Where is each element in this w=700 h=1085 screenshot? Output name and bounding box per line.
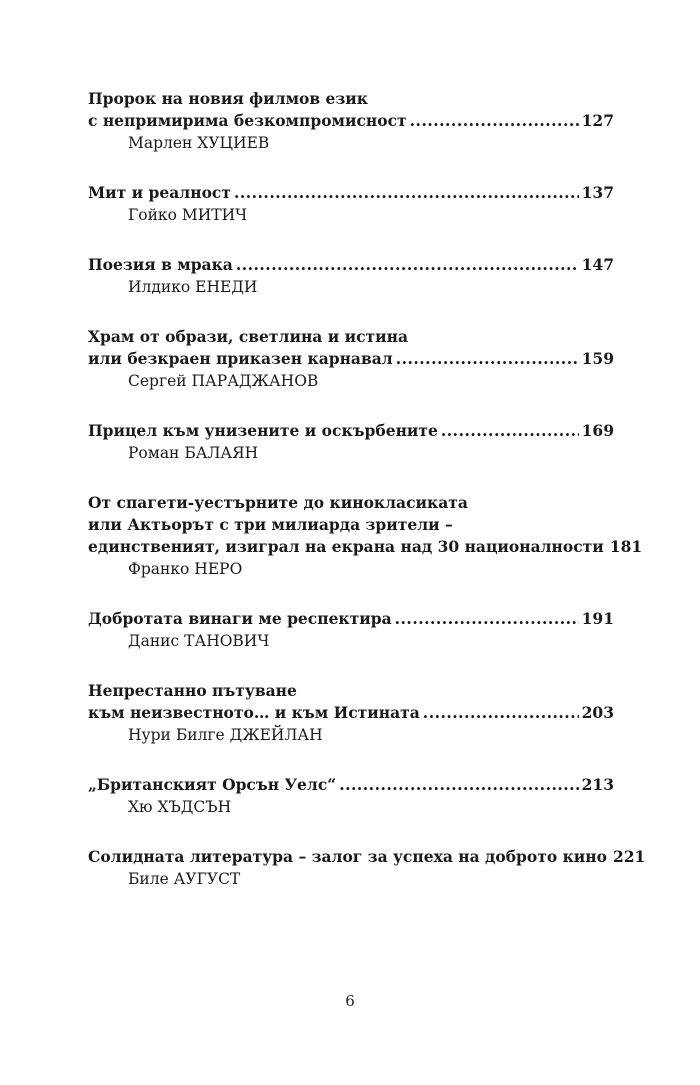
entry-title-line: или Актьорът с три милиарда зрители – bbox=[88, 515, 453, 534]
entry-title-last-line bbox=[88, 702, 614, 724]
toc-entry bbox=[88, 182, 614, 226]
entry-title-text: или безкраен приказен карнавал bbox=[88, 349, 393, 368]
toc-entry bbox=[88, 680, 614, 746]
dot-leader bbox=[395, 608, 579, 630]
entry-title-line: Пророк на новия филмов език bbox=[88, 89, 368, 108]
entry-author: Данис ТАНОВИЧ bbox=[128, 632, 270, 650]
entry-page-number: 159 bbox=[581, 349, 614, 368]
dot-leader bbox=[423, 702, 579, 724]
entry-author: Хю ХЪДСЪН bbox=[128, 798, 232, 816]
entry-title-last-line bbox=[88, 420, 614, 442]
entry-title-text: единственият, изиграл на екрана над 30 националности bbox=[88, 537, 604, 556]
entry-page-number: 137 bbox=[581, 183, 614, 202]
entry-title-text: Мит и реалност bbox=[88, 183, 231, 202]
entry-title-text: Солидната литература – залог за успеха на доброто кино bbox=[88, 847, 607, 866]
entry-title-last-line bbox=[88, 608, 614, 630]
entry-page-number: 147 bbox=[581, 255, 614, 274]
entry-page-number: 169 bbox=[581, 421, 614, 440]
toc-entry bbox=[88, 846, 646, 890]
entry-author: Гойко МИТИЧ bbox=[128, 206, 248, 224]
entry-author: Марлен ХУЦИЕВ bbox=[128, 134, 270, 152]
entry-title-text: с непримирима безкомпромисност bbox=[88, 111, 407, 130]
entry-title-last-line bbox=[88, 536, 643, 558]
entry-author: Франко НЕРО bbox=[128, 560, 243, 578]
entry-title-text: към неизвестното… и към Истината bbox=[88, 703, 420, 722]
entry-title-last-line bbox=[88, 846, 646, 868]
entry-author: Роман БАЛАЯН bbox=[128, 444, 259, 462]
entry-page-number: 191 bbox=[581, 609, 614, 628]
toc-entry bbox=[88, 254, 614, 298]
entry-page-number: 221 bbox=[612, 847, 646, 866]
dot-leader bbox=[339, 774, 578, 796]
entry-title-line: Храм от образи, светлина и истина bbox=[88, 327, 409, 346]
entry-title-last-line bbox=[88, 774, 614, 796]
entry-title-text: „Британският Орсън Уелс“ bbox=[88, 775, 337, 794]
table-of-contents bbox=[88, 88, 646, 918]
entry-title-line: Непрестанно пътуване bbox=[88, 681, 297, 700]
entry-author: Илдико ЕНЕДИ bbox=[128, 278, 258, 296]
dot-leader bbox=[236, 254, 579, 276]
toc-entry bbox=[88, 492, 643, 580]
dot-leader bbox=[441, 420, 579, 442]
toc-entry bbox=[88, 774, 614, 818]
entry-author: Нури Билге ДЖЕЙЛАН bbox=[128, 726, 323, 744]
entry-page-number: 127 bbox=[581, 111, 614, 130]
page-number: 6 bbox=[345, 992, 355, 1010]
entry-title-last-line bbox=[88, 110, 614, 132]
entry-title-text: Прицел към унизените и оскърбените bbox=[88, 421, 438, 440]
entry-title-last-line bbox=[88, 182, 614, 204]
dot-leader bbox=[234, 182, 579, 204]
dot-leader bbox=[410, 110, 579, 132]
entry-title-last-line bbox=[88, 254, 614, 276]
entry-page-number: 213 bbox=[581, 775, 614, 794]
entry-title-last-line bbox=[88, 348, 614, 370]
toc-entry bbox=[88, 608, 614, 652]
entry-author: Биле АУГУСТ bbox=[128, 870, 241, 888]
entry-title-text: Поезия в мрака bbox=[88, 255, 233, 274]
toc-entry bbox=[88, 326, 614, 392]
toc-entry bbox=[88, 420, 614, 464]
entry-page-number: 181 bbox=[609, 537, 643, 556]
dot-leader bbox=[396, 348, 579, 370]
toc-entry bbox=[88, 88, 614, 154]
entry-title-text: Добротата винаги ме респектира bbox=[88, 609, 392, 628]
entry-title-line: От спагети-уестърните до кинокласиката bbox=[88, 493, 468, 512]
entry-author: Сергей ПАРАДЖАНОВ bbox=[128, 372, 319, 390]
entry-page-number: 203 bbox=[581, 703, 614, 722]
